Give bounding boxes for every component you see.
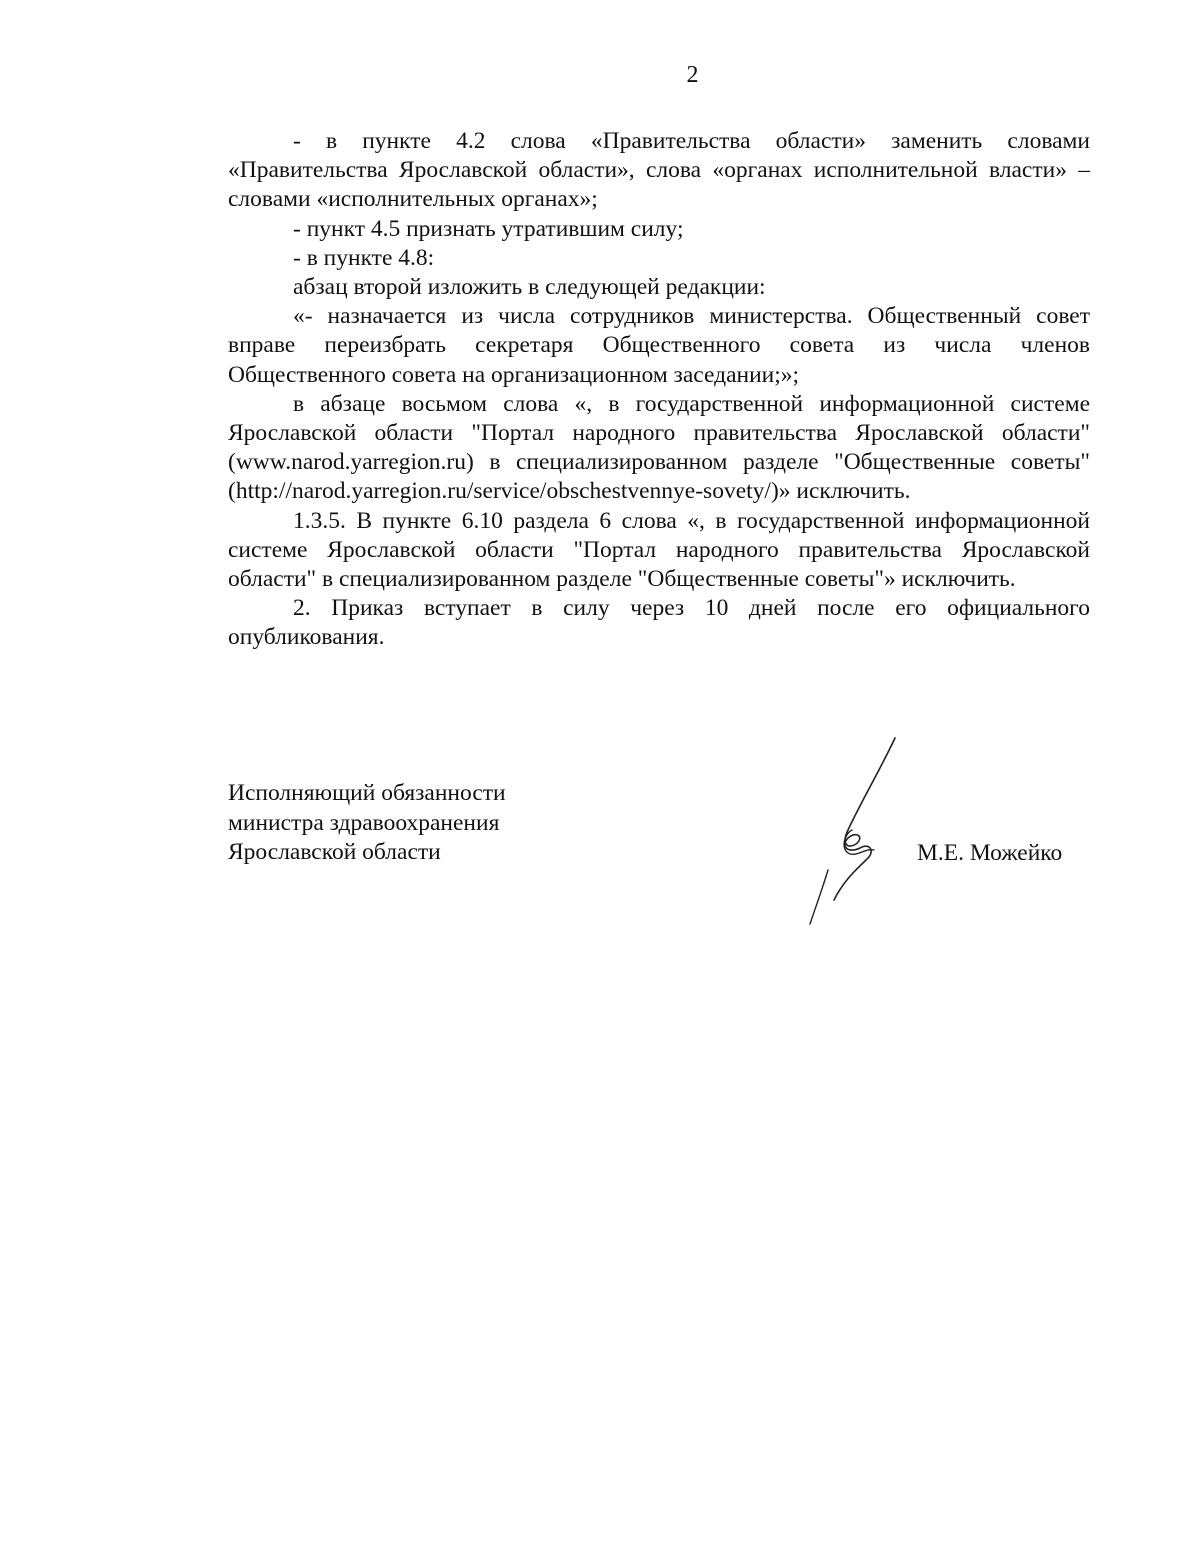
- signature-title-line: министра здравоохранения: [228, 809, 500, 836]
- paragraph: - в пункте 4.2 слова «Правительства области» заменить словами «Правительства Ярославской области», слова «органах исполнительной власти» – словами «исполнительных органах»;: [228, 128, 1090, 213]
- paragraph: «- назначается из числа сотрудников министерства. Общественный совет вправе переизбрать секретаря Общественного совета из числа членов Общественного совета на организационном заседании;»;: [228, 303, 1090, 388]
- signature-title: [228, 779, 506, 868]
- paragraph: - в пункте 4.8:: [293, 244, 435, 271]
- paragraph: 2. Приказ вступает в силу через 10 дней после его официального опубликования.: [228, 595, 1090, 651]
- paragraph: абзац второй изложить в следующей редакции:: [293, 274, 766, 301]
- signature-title-line: Исполняющий обязанности: [228, 780, 506, 806]
- paragraph: в абзаце восьмом слова «, в государственной информационной системе Ярославской области "Портал народного правительства Ярославской области" (www.narod.yarregion.ru) в специализированном разделе "Общественные советы" (http://narod.yarregion.ru/service/obschestvennye-sovety/)» исключить.: [228, 390, 1090, 505]
- signature-title-line: Ярославской области: [228, 839, 441, 865]
- handwritten-signature: [800, 730, 910, 930]
- signer-name: М.Е. Можейко: [917, 840, 1063, 866]
- paragraph: 1.3.5. В пункте 6.10 раздела 6 слова «, в государственной информационной системе Ярославской области "Портал народного правительства Ярославской области" в специализированном разделе "Общественные советы"» исключить.: [228, 507, 1090, 593]
- paragraph: - пункт 4.5 признать утратившим силу;: [293, 215, 684, 242]
- document-body: [228, 127, 1090, 653]
- page-number: 2: [686, 62, 699, 88]
